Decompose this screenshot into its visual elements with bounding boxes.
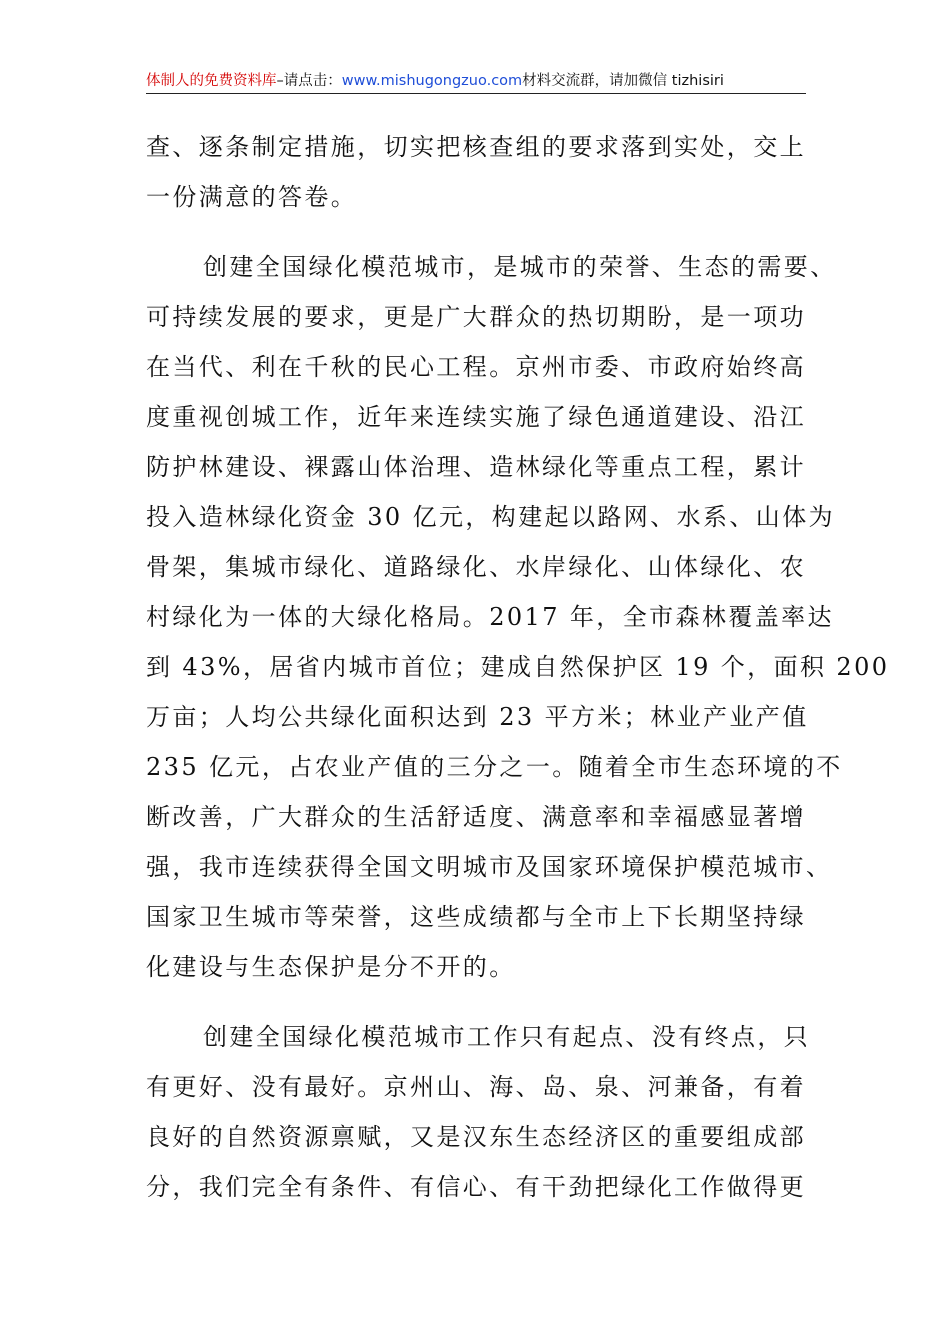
header-click-prompt: –请点击： bbox=[276, 73, 342, 89]
paragraph-line: 良好的自然资源禀赋，又是汉东生态经济区的重要组成部 bbox=[146, 1123, 806, 1151]
page-header bbox=[146, 68, 806, 94]
paragraph-line: 强，我市连续获得全国文明城市及国家环境保护模范城市、 bbox=[146, 853, 833, 881]
paragraph-line: 到 43%，居省内城市首位；建成自然保护区 19 个，面积 200 bbox=[146, 653, 890, 681]
paragraph-line: 可持续发展的要求，更是广大群众的热切期盼，是一项功 bbox=[146, 303, 806, 331]
header-divider bbox=[146, 93, 806, 94]
paragraph-line: 创建全国绿化模范城市工作只有起点、没有终点，只 bbox=[203, 1023, 811, 1051]
paragraph-line: 有更好、没有最好。京州山、海、岛、泉、河兼备，有着 bbox=[146, 1073, 806, 1101]
paragraph-line: 在当代、利在千秋的民心工程。京州市委、市政府始终高 bbox=[146, 353, 806, 381]
paragraph-line: 化建设与生态保护是分不开的。 bbox=[146, 953, 516, 981]
header-url-link[interactable]: www.mishugongzuo.com bbox=[341, 73, 523, 89]
paragraph-line: 断改善，广大群众的生活舒适度、满意率和幸福感显著增 bbox=[146, 803, 806, 831]
paragraph-line: 分，我们完全有条件、有信心、有干劲把绿化工作做得更 bbox=[146, 1173, 806, 1201]
header-brand: 体制人的免费资料库 bbox=[146, 73, 277, 89]
paragraph-line: 防护林建设、裸露山体治理、造林绿化等重点工程，累计 bbox=[146, 453, 806, 481]
paragraph-line: 国家卫生城市等荣誉，这些成绩都与全市上下长期坚持绿 bbox=[146, 903, 806, 931]
paragraph-line: 投入造林绿化资金 30 亿元，构建起以路网、水系、山体为 bbox=[146, 503, 835, 531]
paragraph-line: 度重视创城工作，近年来连续实施了绿色通道建设、沿江 bbox=[146, 403, 806, 431]
paragraph-line: 创建全国绿化模范城市，是城市的荣誉、生态的需要、 bbox=[203, 253, 837, 281]
paragraph-line: 235 亿元，占农业产值的三分之一。随着全市生态环境的不 bbox=[146, 753, 843, 781]
paragraph-line: 骨架，集城市绿化、道路绿化、水岸绿化、山体绿化、农 bbox=[146, 553, 806, 581]
paragraph-line: 村绿化为一体的大绿化格局。2017 年，全市森林覆盖率达 bbox=[146, 603, 834, 631]
paragraph-line: 万亩；人均公共绿化面积达到 23 平方米；林业产业产值 bbox=[146, 703, 809, 731]
paragraph-line: 查、逐条制定措施，切实把核查组的要求落到实处，交上 bbox=[146, 133, 806, 161]
paragraph-line: 一份满意的答卷。 bbox=[146, 183, 358, 211]
header-contact-text: 材料交流群，请加微信 tizhisiri bbox=[522, 73, 724, 89]
